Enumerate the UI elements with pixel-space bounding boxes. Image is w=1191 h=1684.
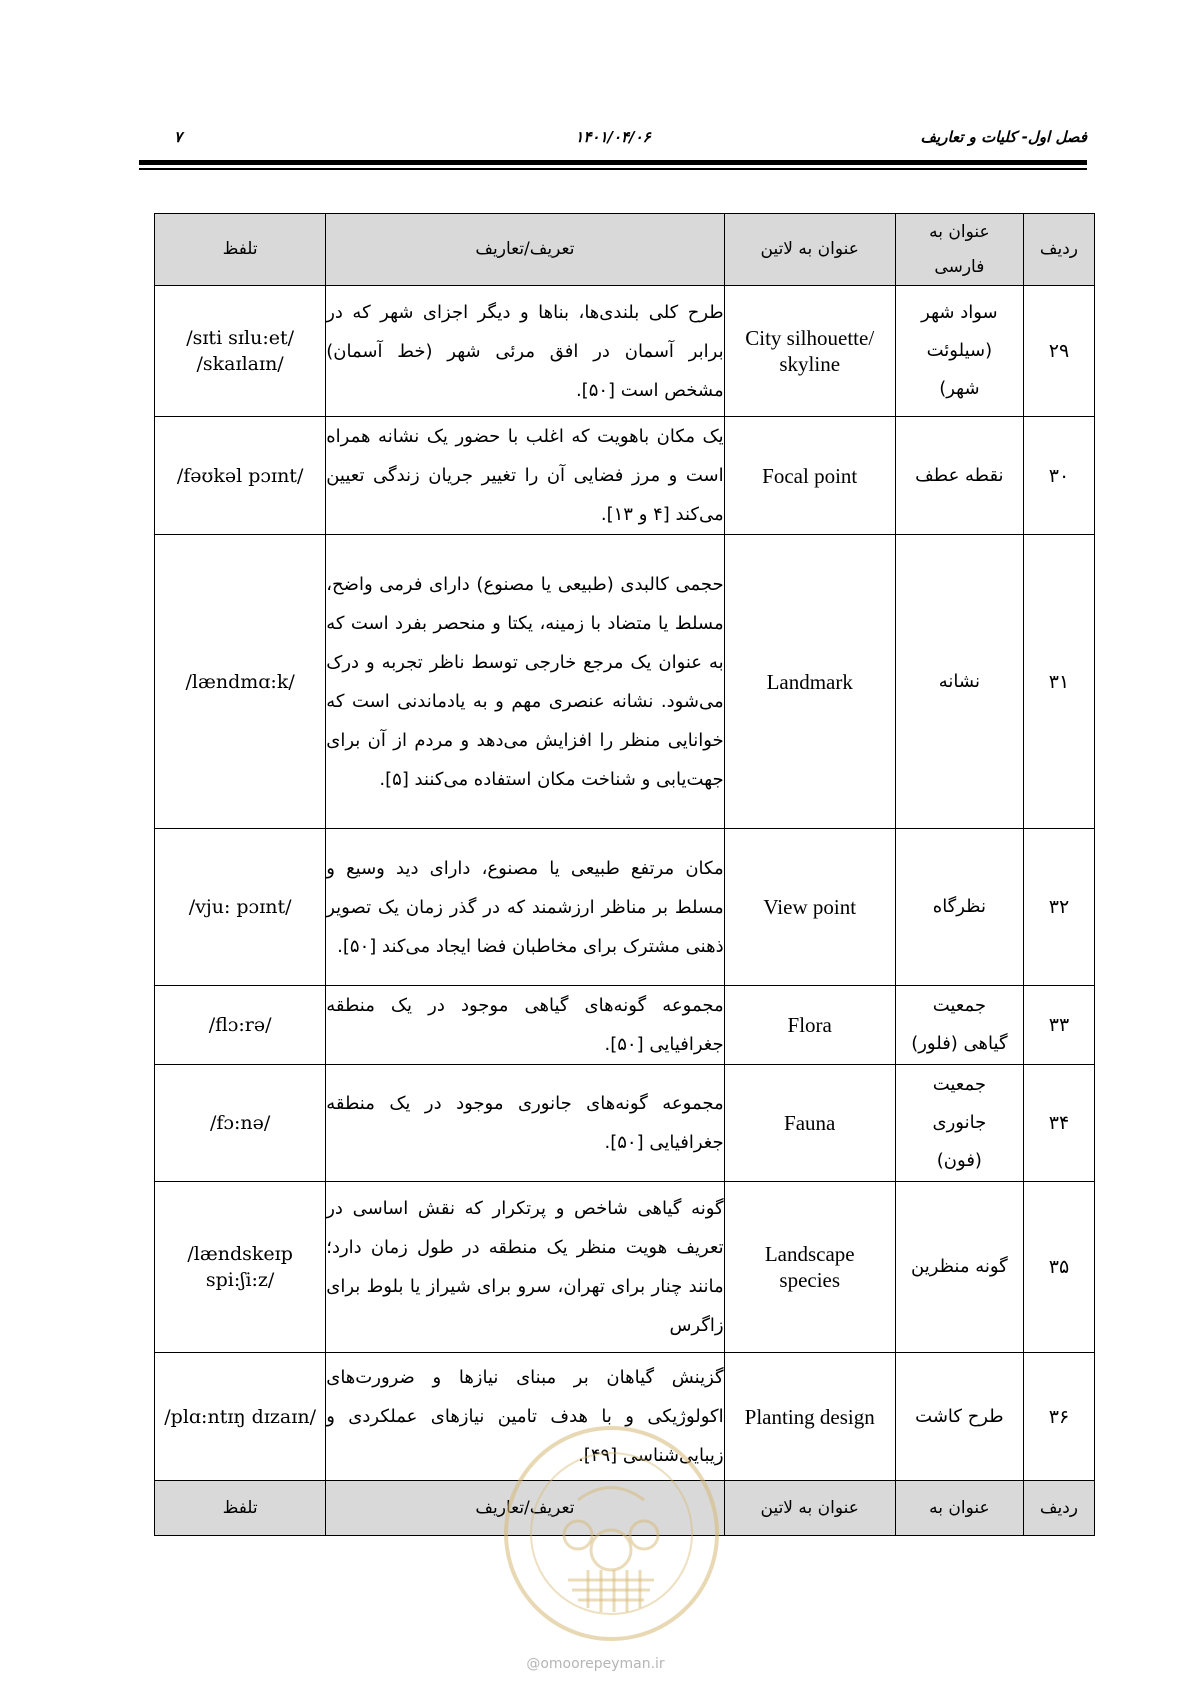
pronunciation	[155, 535, 326, 829]
pronunciation	[155, 286, 326, 417]
definition: مجموعه گونه‌های گیاهی موجود در یک منطقه جغرافیایی [۵۰].	[326, 986, 724, 1065]
header-definition: تعریف/تعاریف	[326, 214, 724, 286]
header-date: ۱۴۰۱/۰۴/۰۶	[575, 128, 651, 146]
definition: گونه گیاهی شاخص و پرتکرار که نقش اساسی در تعریف هویت منظر یک منطقه در طول زمان دارد؛ مانند چنار برای تهران، سرو برای شیراز یا بلوط برای زاگرس	[326, 1182, 724, 1353]
header-row-number: ردیف	[1023, 214, 1094, 286]
table-body	[155, 286, 1095, 1481]
row-number: ۳۳	[1023, 986, 1094, 1065]
latin-title	[724, 1353, 895, 1481]
persian-title	[895, 1065, 1023, 1182]
definition: یک مکان باهویت که اغلب با حضور یک نشانه همراه است و مرز فضایی آن را تغییر جریان زندگی تعیین می‌کند [۴ و ۱۳].	[326, 417, 724, 535]
persian-title-line: نقطه عطف	[915, 464, 1004, 486]
website-watermark: @omoorepeyman.ir	[526, 1656, 665, 1672]
row-number: ۲۹	[1023, 286, 1094, 417]
pronunciation	[155, 1065, 326, 1182]
table-row	[155, 829, 1095, 986]
persian-title	[895, 986, 1023, 1065]
row-number: ۳۶	[1023, 1353, 1094, 1481]
persian-title-line: (سیلوئت	[926, 340, 993, 361]
persian-title-line: نشانه	[938, 670, 980, 692]
persian-title-line: نظرگاه	[932, 896, 986, 917]
header-rule-thick	[139, 160, 1087, 165]
chapter-title: فصل اول- کلیات و تعاریف	[920, 128, 1087, 146]
row-number: ۳۱	[1023, 535, 1094, 829]
pronunciation	[155, 1182, 326, 1353]
header-pronunciation: تلفظ	[155, 214, 326, 286]
latin-title-line: Flora	[787, 1013, 832, 1037]
header-persian-title-line1: عنوان به	[929, 221, 990, 242]
pronunciation	[155, 1353, 326, 1481]
persian-title-line: جمعیت	[932, 995, 987, 1016]
latin-title-line: Landscape	[764, 1242, 855, 1266]
footer-pronunciation: تلفظ	[155, 1481, 326, 1536]
latin-title-line: Focal point	[762, 463, 858, 488]
latin-title	[724, 417, 895, 535]
persian-title	[895, 1353, 1023, 1481]
definition: مجموعه گونه‌های جانوری موجود در یک منطقه جغرافیایی [۵۰].	[326, 1065, 724, 1182]
latin-title	[724, 986, 895, 1065]
pronunciation-line: /lændmɑ:k/	[185, 670, 295, 693]
latin-title	[724, 1065, 895, 1182]
header-persian-title-line2: فارسی	[934, 256, 985, 277]
definition: گزینش گیاهان بر مبنای نیازها و ضرورت‌های اکولوژیکی و با هدف تامین نیازهای عملکردی و زیبایی‌شناسی [۴۹].	[326, 1353, 724, 1481]
definition: مکان مرتفع طبیعی یا مصنوع، دارای دید وسیع و مسلط بر مناظر ارزشمند که در گذر زمان یک تصویر ذهنی مشترک برای مخاطبان فضا ایجاد می‌کند [۵۰].	[326, 829, 724, 986]
page-number: ۷	[174, 128, 183, 146]
table-row	[155, 986, 1095, 1065]
pronunciation-line: /fɔ:nə/	[209, 1112, 271, 1134]
persian-title-line: طرح کاشت	[915, 1405, 1004, 1427]
pronunciation	[155, 986, 326, 1065]
persian-title-line: (فون)	[936, 1150, 982, 1171]
footer-latin-title: عنوان به لاتین	[724, 1481, 895, 1536]
persian-title	[895, 829, 1023, 986]
persian-title-line: جانوری	[932, 1112, 987, 1133]
footer-definition: تعریف/تعاریف	[326, 1481, 724, 1536]
row-number: ۳۲	[1023, 829, 1094, 986]
terms-table	[154, 213, 1095, 1536]
persian-title-line: جمعیت	[932, 1074, 987, 1095]
latin-title-line: Landmark	[766, 669, 853, 694]
header-rule-thin	[139, 168, 1087, 170]
table-header	[155, 214, 1095, 286]
latin-title	[724, 535, 895, 829]
persian-title-line: شهر)	[939, 378, 980, 399]
table-row	[155, 286, 1095, 417]
footer-persian-title: عنوان به	[895, 1481, 1023, 1536]
header-persian-title	[895, 214, 1023, 286]
definition: حجمی کالبدی (طبیعی یا مصنوع) دارای فرمی واضح، مسلط یا متضاد با زمینه، یکتا و منحصر بفرد است که به عنوان یک مرجع خارجی توسط ناظر تجربه و درک می‌شود. نشانه عنصری مهم و به یادماندنی است که خوانایی منظر را افزایش می‌دهد و مردم از آن برای جهت‌یابی و شناخت مکان استفاده می‌کنند [۵].	[326, 535, 724, 829]
table-row	[155, 1182, 1095, 1353]
latin-title-line: species	[779, 1268, 841, 1292]
pronunciation-line: spi:ʃi:z/	[205, 1269, 275, 1291]
table-row	[155, 535, 1095, 829]
pronunciation-line: /flɔ:rə/	[208, 1014, 272, 1036]
persian-title-line: گیاهی (فلور)	[911, 1033, 1008, 1054]
pronunciation-line: /vju: pɔɪnt/	[188, 896, 292, 918]
latin-title-line: skyline	[779, 352, 841, 376]
footer-row-number: ردیف	[1023, 1481, 1094, 1536]
header-latin-title: عنوان به لاتین	[724, 214, 895, 286]
pronunciation-line: /sɪti sɪlu:et/	[186, 327, 295, 349]
pronunciation	[155, 829, 326, 986]
latin-title	[724, 286, 895, 417]
persian-title	[895, 1182, 1023, 1353]
pronunciation-line: /fəʊkəl pɔɪnt/	[176, 464, 304, 487]
latin-title	[724, 829, 895, 986]
latin-title	[724, 1182, 895, 1353]
persian-title-line: گونه منظرین	[911, 1256, 1008, 1277]
pronunciation-line: /lændskeɪp	[187, 1243, 293, 1265]
persian-title	[895, 535, 1023, 829]
table-row	[155, 1353, 1095, 1481]
table-row	[155, 1065, 1095, 1182]
pronunciation-line: /plɑ:ntɪŋ dɪzaɪn/	[164, 1405, 316, 1428]
latin-title-line: Planting design	[744, 1404, 875, 1429]
latin-title-line: View point	[763, 895, 857, 919]
row-number: ۳۴	[1023, 1065, 1094, 1182]
persian-title	[895, 417, 1023, 535]
persian-title-line: سواد شهر	[921, 302, 998, 323]
latin-title-line: Fauna	[784, 1111, 836, 1135]
row-number: ۳۵	[1023, 1182, 1094, 1353]
pronunciation	[155, 417, 326, 535]
persian-title	[895, 286, 1023, 417]
pronunciation-line: /skaɪlaɪn/	[196, 353, 284, 375]
table-row	[155, 417, 1095, 535]
table-repeated-header	[155, 1481, 1095, 1536]
definition: طرح کلی بلندی‌ها، بناها و دیگر اجزای شهر که در برابر آسمان در افق مرئی شهر (خط آسمان) مشخص است [۵۰].	[326, 286, 724, 417]
row-number: ۳۰	[1023, 417, 1094, 535]
latin-title-line: City silhouette/	[745, 326, 875, 350]
page-header	[139, 128, 1087, 150]
